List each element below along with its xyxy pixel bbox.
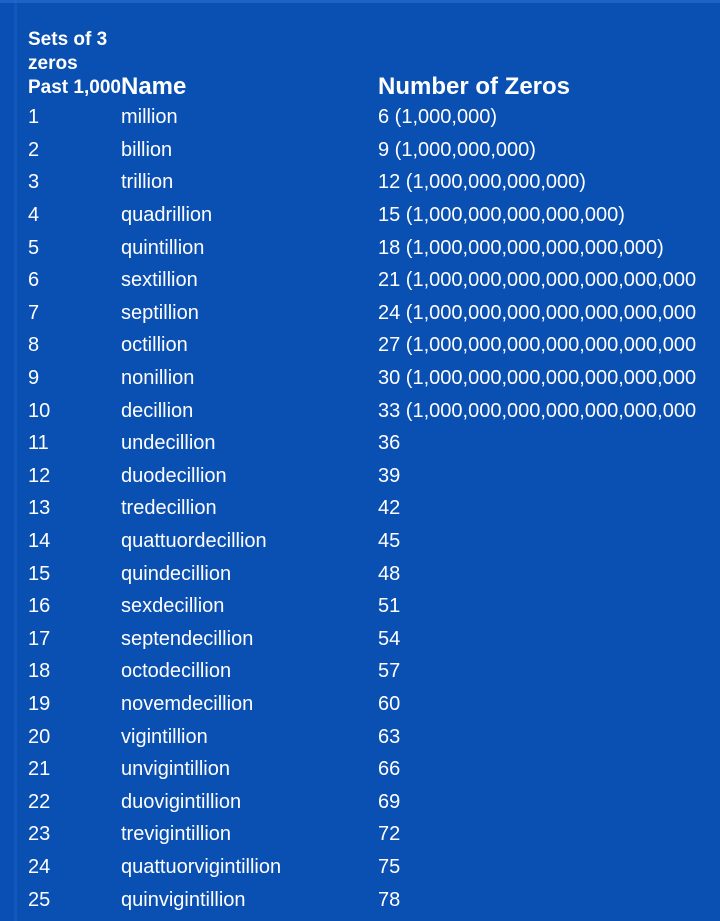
table-row bbox=[28, 720, 720, 753]
cell-sets: 5 bbox=[28, 236, 40, 259]
cell-zeros: 45 bbox=[378, 530, 401, 553]
cell-zeros: 51 bbox=[378, 595, 401, 618]
cell-name: duovigintillion bbox=[121, 790, 242, 813]
table-row bbox=[28, 525, 720, 558]
cell-sets: 25 bbox=[28, 888, 51, 911]
cell-sets: 22 bbox=[28, 790, 51, 813]
cell-name: sexdecillion bbox=[121, 595, 225, 618]
table-row bbox=[28, 818, 720, 851]
header-number-of-zeros: Number of Zeros bbox=[378, 73, 571, 100]
cell-zeros: 60 bbox=[378, 692, 401, 715]
cell-name: nonillion bbox=[121, 367, 195, 390]
cell-name: quinvigintillion bbox=[121, 888, 246, 911]
cell-name: billion bbox=[121, 138, 173, 161]
table-row bbox=[28, 394, 720, 427]
cell-zeros: 72 bbox=[378, 823, 401, 846]
table-row bbox=[28, 460, 720, 493]
cell-zeros: 75 bbox=[378, 855, 401, 878]
cell-name: tredecillion bbox=[121, 497, 217, 520]
table-row bbox=[28, 753, 720, 786]
header-sets-of-zeros: Sets of 3 zeros Past 1,000 bbox=[28, 29, 121, 98]
table-row bbox=[28, 655, 720, 688]
cell-name: unvigintillion bbox=[121, 758, 230, 781]
table-row bbox=[28, 851, 720, 884]
table-row bbox=[28, 297, 720, 330]
cell-zeros: 21 (1,000,000,000,000,000,000,000 bbox=[378, 269, 697, 292]
cell-zeros: 48 bbox=[378, 562, 401, 585]
cell-zeros: 69 bbox=[378, 790, 401, 813]
cell-sets: 3 bbox=[28, 171, 40, 194]
cell-sets: 12 bbox=[28, 464, 51, 487]
table-row bbox=[28, 231, 720, 264]
cell-name: quintillion bbox=[121, 236, 205, 259]
table-row bbox=[28, 427, 720, 460]
table-row bbox=[28, 134, 720, 167]
cell-name: duodecillion bbox=[121, 464, 227, 487]
cell-zeros: 63 bbox=[378, 725, 401, 748]
cell-zeros: 12 (1,000,000,000,000) bbox=[378, 171, 586, 194]
cell-sets: 7 bbox=[28, 301, 40, 324]
cell-name: sextillion bbox=[121, 269, 198, 292]
cell-name: decillion bbox=[121, 399, 194, 422]
cell-name: septillion bbox=[121, 301, 199, 324]
cell-zeros: 66 bbox=[378, 758, 401, 781]
cell-name: quattuordecillion bbox=[121, 530, 267, 553]
cell-sets: 16 bbox=[28, 595, 51, 618]
cell-zeros: 42 bbox=[378, 497, 401, 520]
table-row bbox=[28, 362, 720, 395]
table-row bbox=[28, 166, 720, 199]
cell-name: trillion bbox=[121, 171, 174, 194]
table-header bbox=[28, 2, 720, 101]
cell-name: octillion bbox=[121, 334, 188, 357]
cell-sets: 15 bbox=[28, 562, 51, 585]
cell-sets: 20 bbox=[28, 725, 51, 748]
cell-name: undecillion bbox=[121, 432, 216, 455]
header-name: Name bbox=[121, 73, 187, 100]
cell-name: septendecillion bbox=[121, 627, 254, 650]
cell-sets: 4 bbox=[28, 204, 40, 227]
cell-zeros: 33 (1,000,000,000,000,000,000,000 bbox=[378, 399, 697, 422]
cell-name: quattuorvigintillion bbox=[121, 855, 282, 878]
cell-zeros: 39 bbox=[378, 464, 401, 487]
table-row bbox=[28, 785, 720, 818]
cell-sets: 18 bbox=[28, 660, 51, 683]
table-row bbox=[28, 492, 720, 525]
cell-sets: 1 bbox=[28, 106, 40, 129]
cell-sets: 17 bbox=[28, 627, 51, 650]
cell-zeros: 15 (1,000,000,000,000,000) bbox=[378, 204, 625, 227]
cell-sets: 8 bbox=[28, 334, 40, 357]
cell-sets: 23 bbox=[28, 823, 51, 846]
cell-sets: 9 bbox=[28, 367, 40, 390]
cell-name: million bbox=[121, 106, 178, 129]
table-row bbox=[28, 883, 720, 916]
cell-zeros: 18 (1,000,000,000,000,000,000) bbox=[378, 236, 664, 259]
table-row bbox=[28, 329, 720, 362]
table-row bbox=[28, 199, 720, 232]
cell-sets: 6 bbox=[28, 269, 40, 292]
header-row bbox=[28, 2, 720, 101]
cell-zeros: 30 (1,000,000,000,000,000,000,000 bbox=[378, 367, 697, 390]
cell-name: novemdecillion bbox=[121, 692, 254, 715]
number-names-table bbox=[28, 2, 720, 916]
cell-name: vigintillion bbox=[121, 725, 208, 748]
cell-zeros: 6 (1,000,000) bbox=[378, 106, 497, 129]
cell-zeros: 24 (1,000,000,000,000,000,000,000 bbox=[378, 301, 697, 324]
cell-name: quindecillion bbox=[121, 562, 232, 585]
cell-sets: 19 bbox=[28, 692, 51, 715]
table-body bbox=[28, 101, 720, 916]
cell-name: octodecillion bbox=[121, 660, 232, 683]
table-row bbox=[28, 623, 720, 656]
cell-sets: 10 bbox=[28, 399, 51, 422]
table-row bbox=[28, 590, 720, 623]
cell-sets: 21 bbox=[28, 758, 51, 781]
table-row bbox=[28, 101, 720, 134]
cell-zeros: 78 bbox=[378, 888, 401, 911]
cell-sets: 13 bbox=[28, 497, 51, 520]
cell-zeros: 57 bbox=[378, 660, 401, 683]
cell-zeros: 36 bbox=[378, 432, 401, 455]
cell-zeros: 9 (1,000,000,000) bbox=[378, 138, 536, 161]
cell-zeros: 27 (1,000,000,000,000,000,000,000 bbox=[378, 334, 697, 357]
cell-name: quadrillion bbox=[121, 204, 213, 227]
cell-sets: 24 bbox=[28, 855, 51, 878]
table-row bbox=[28, 264, 720, 297]
cell-sets: 2 bbox=[28, 138, 40, 161]
cell-zeros: 54 bbox=[378, 627, 401, 650]
table-row bbox=[28, 688, 720, 721]
cell-sets: 14 bbox=[28, 530, 51, 553]
table-row bbox=[28, 557, 720, 590]
cell-name: trevigintillion bbox=[121, 823, 232, 846]
cell-sets: 11 bbox=[28, 432, 49, 455]
